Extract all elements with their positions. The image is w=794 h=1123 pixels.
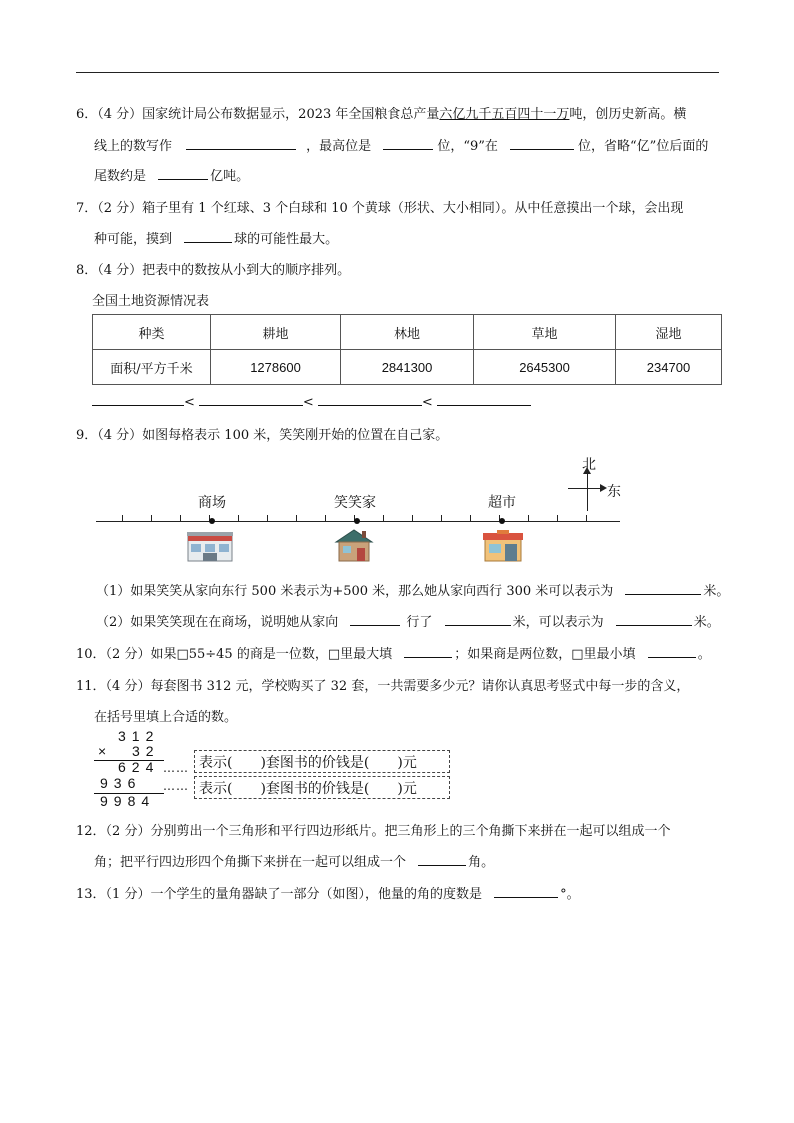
explanation-text-2: 表示( )套图书的价钱是( )元 — [199, 781, 417, 797]
mall-dot — [209, 518, 215, 524]
q9-text: 米。 — [703, 584, 730, 599]
q8-order-line — [92, 393, 531, 410]
q6-blank-place[interactable] — [510, 137, 574, 150]
q6-text: 吨，创历史新高。横 — [569, 107, 687, 122]
q6-text: 6．（4 分）国家统计局公布数据显示，2023 年全国粮食总产量 — [76, 107, 440, 122]
land-resource-table — [92, 314, 722, 385]
table-cell: 234700 — [616, 350, 722, 385]
number-line-tick — [470, 515, 471, 522]
q10-line — [76, 643, 711, 662]
q6-line2 — [94, 135, 708, 154]
q11-line1: 11．（4 分）每套图书 312 元，学校购买了 32 套，一共需要多少元？请你认真思考竖式中每一步的含义， — [76, 679, 690, 694]
q9-text: 米。 — [693, 615, 720, 630]
q6-underlined-number: 六亿九千五百四十一万 — [439, 107, 570, 122]
compass-north-label: 北 — [582, 457, 596, 473]
q7-text: 种可能，摸到 — [94, 232, 173, 247]
mall-label: 商场 — [198, 495, 226, 511]
less-than-sign: < — [421, 395, 433, 410]
q8-line1: 8．（4 分）把表中的数按从小到大的顺序排列。 — [76, 263, 351, 278]
q8-blank-1[interactable] — [92, 393, 184, 406]
multiplicand: 312 — [118, 728, 160, 744]
q13-blank-degree[interactable] — [494, 885, 558, 898]
table-cell: 2645300 — [474, 350, 616, 385]
home-label: 笑笑家 — [334, 495, 376, 511]
q8-blank-2[interactable] — [199, 393, 303, 406]
leader-dots: …… — [163, 761, 189, 775]
number-line-tick — [586, 515, 587, 522]
q10-blank-max[interactable] — [404, 645, 452, 658]
q8-blank-3[interactable] — [318, 393, 422, 406]
q10-text: 10．（2 分）如果□55÷45 的商是一位数，□里最大填 — [76, 647, 393, 662]
table-cell: 1278600 — [211, 350, 341, 385]
q10-blank-min[interactable] — [648, 645, 696, 658]
q12-text: 角；把平行四边形四个角撕下来拼在一起可以组成一个 — [94, 855, 407, 870]
market-dot — [499, 518, 505, 524]
q9-text: （1）如果笑笑从家向东行 500 米表示为+500 米，那么她从家向西行 300 米可以表示为 — [96, 584, 614, 599]
header-rule — [76, 72, 719, 73]
number-line-tick — [412, 515, 413, 522]
q13-line — [76, 883, 580, 902]
partial-product-1: 624 — [118, 759, 160, 775]
q6-text: 位，“9”在 — [437, 139, 498, 154]
table-header-cell: 湿地 — [616, 315, 722, 350]
q10-text: ；如果商是两位数，□里最小填 — [454, 647, 636, 662]
q6-text: 位，省略“亿”位后面的 — [578, 139, 709, 154]
q13-text: °。 — [560, 887, 580, 902]
number-line-tick — [325, 515, 326, 522]
number-line-tick — [151, 515, 152, 522]
number-line-tick — [557, 515, 558, 522]
q9-sub2 — [96, 611, 720, 630]
q12-line2 — [94, 851, 494, 870]
q6-line1 — [76, 103, 686, 122]
q9-line1: 9．（4 分）如图每格表示 100 米，笑笑刚开始的位置在自己家。 — [76, 428, 449, 443]
q9-text: （2）如果笑笑现在在商场，说明她从家向 — [96, 615, 339, 630]
q7-line2 — [94, 228, 338, 247]
multiply-sign: × — [98, 743, 113, 759]
number-line-tick — [296, 515, 297, 522]
supermarket-icon — [483, 530, 523, 562]
q6-text: ，最高位是 — [306, 139, 372, 154]
number-line-tick — [238, 515, 239, 522]
number-line-tick — [267, 515, 268, 522]
q6-text: 尾数约是 — [94, 169, 147, 184]
q6-blank-written[interactable] — [186, 137, 296, 150]
table-header-cell: 林地 — [341, 315, 474, 350]
q12-blank-angle[interactable] — [418, 853, 466, 866]
q9-sub1 — [96, 580, 729, 599]
q9-blank-west[interactable] — [625, 582, 701, 595]
q7-text: 球的可能性最大。 — [234, 232, 339, 247]
market-label: 超市 — [488, 495, 516, 511]
number-line-tick — [180, 515, 181, 522]
partial-product-2: 936 — [100, 775, 142, 791]
q10-text: 。 — [697, 647, 711, 662]
q9-blank-distance[interactable] — [445, 613, 511, 626]
table-header-cell: 耕地 — [211, 315, 341, 350]
q9-blank-signed[interactable] — [616, 613, 692, 626]
leader-dots: …… — [163, 779, 189, 793]
table-cell: 2841300 — [341, 350, 474, 385]
compass-east-label: 东 — [607, 484, 621, 500]
final-product: 9984 — [100, 793, 156, 809]
table-cell: 面积/平方千米 — [93, 350, 211, 385]
q7-blank-ball[interactable] — [184, 230, 232, 243]
q9-text: 行了 — [406, 615, 433, 630]
q7-line1: 7．（2 分）箱子里有 1 个红球、3 个白球和 10 个黄球（形状、大小相同）。从中任意摸出一个球，会出现 — [76, 201, 684, 216]
q6-blank-approx[interactable] — [158, 167, 208, 180]
q6-line3 — [94, 165, 249, 184]
home-dot — [354, 518, 360, 524]
table-header-cell: 草地 — [474, 315, 616, 350]
multiplier: 32 — [132, 743, 160, 759]
table-row — [93, 350, 722, 385]
table-header-cell: 种类 — [93, 315, 211, 350]
q13-text: 13．（1 分）一个学生的量角器缺了一部分（如图），他量的角的度数是 — [76, 887, 482, 902]
q6-text: 线上的数写作 — [94, 139, 173, 154]
q12-text: 角。 — [468, 855, 495, 870]
house-icon — [333, 528, 375, 562]
q12-line1: 12．（2 分）分别剪出一个三角形和平行四边形纸片。把三角形上的三个角撕下来拼在一起可以组成一个 — [76, 824, 671, 839]
number-line-tick — [528, 515, 529, 522]
less-than-sign: < — [184, 395, 195, 410]
mall-building-icon — [187, 532, 233, 562]
q6-text: 亿吨。 — [210, 169, 250, 184]
q9-text: 米，可以表示为 — [512, 615, 604, 630]
number-line-tick — [441, 515, 442, 522]
table-header-row — [93, 315, 722, 350]
number-line-tick — [383, 515, 384, 522]
q6-blank-highest[interactable] — [383, 137, 433, 150]
q11-line2: 在括号里填上合适的数。 — [94, 710, 238, 725]
q8-blank-4[interactable] — [437, 393, 531, 406]
number-line-tick — [122, 515, 123, 522]
q9-blank-direction[interactable] — [350, 613, 400, 626]
explanation-text-1: 表示( )套图书的价钱是( )元 — [199, 755, 417, 771]
q8-table-title: 全国土地资源情况表 — [92, 294, 210, 309]
less-than-sign: < — [302, 395, 314, 410]
